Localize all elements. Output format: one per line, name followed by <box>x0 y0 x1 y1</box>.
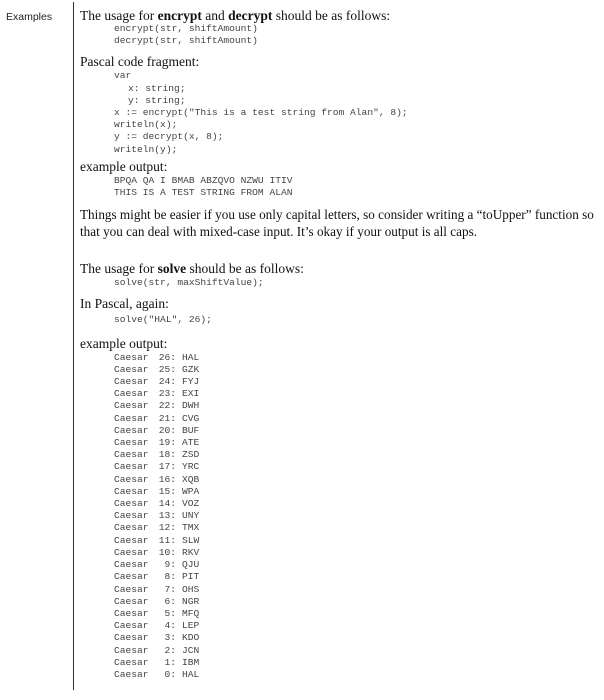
caesar-output: OHS <box>182 583 200 595</box>
caesar-shift: 10: <box>158 546 176 558</box>
caesar-shift: 21: <box>158 412 176 424</box>
caesar-label: Caesar <box>114 363 149 375</box>
caesar-shift: 0: <box>164 668 176 680</box>
caesar-output: UNY <box>182 510 200 522</box>
caesar-result-row <box>114 474 600 486</box>
intro-text: should be as follows: <box>272 8 391 23</box>
caesar-result-row <box>114 620 600 632</box>
code-line-decl-y: y: string; <box>128 94 186 106</box>
caesar-label: Caesar <box>114 473 149 485</box>
caesar-shift: 4: <box>164 620 176 632</box>
caesar-result-row <box>114 596 600 608</box>
caesar-result-row <box>114 413 600 425</box>
caesar-result-row <box>114 645 600 657</box>
caesar-result-row <box>114 632 600 644</box>
caesar-output: ATE <box>182 437 200 449</box>
solve-usage-intro <box>80 261 600 277</box>
caesar-shift: 12: <box>158 522 176 534</box>
caesar-result-row <box>114 522 600 534</box>
caesar-label: Caesar <box>114 656 149 668</box>
caesar-label: Caesar <box>114 400 149 412</box>
caesar-shift: 20: <box>158 424 176 436</box>
solve-call: solve("HAL", 26); <box>114 314 212 326</box>
caesar-label: Caesar <box>114 485 149 497</box>
caesar-output: LEP <box>182 620 200 632</box>
code-line-encrypt: x := encrypt("This is a test string from Alan", 8); <box>114 107 408 119</box>
intro-text: should be as follows: <box>186 261 304 277</box>
decrypt-keyword: decrypt <box>228 8 273 23</box>
caesar-output: NGR <box>182 595 200 607</box>
caesar-output: GZK <box>182 363 200 375</box>
code-line-writeln-x: writeln(x); <box>114 119 178 131</box>
caesar-shift: 6: <box>164 595 176 607</box>
caesar-label: Caesar <box>114 620 149 632</box>
caesar-label: Caesar <box>114 461 149 473</box>
caesar-result-row <box>114 376 600 388</box>
caesar-output: ZSD <box>182 449 200 461</box>
caesar-label: Caesar <box>114 498 149 510</box>
caesar-label: Caesar <box>114 607 149 619</box>
caesar-shift: 24: <box>158 376 176 388</box>
caesar-result-row <box>114 559 600 571</box>
caesar-result-row <box>114 388 600 400</box>
output-line-decrypted: THIS IS A TEST STRING FROM ALAN <box>114 187 293 199</box>
caesar-result-row <box>114 608 600 620</box>
caesar-shift: 7: <box>164 583 176 595</box>
caesar-shift: 13: <box>158 510 176 522</box>
caesar-label: Caesar <box>114 412 149 424</box>
caesar-label: Caesar <box>114 583 149 595</box>
caesar-output: VOZ <box>182 498 200 510</box>
caesar-result-row <box>114 461 600 473</box>
caesar-label: Caesar <box>114 522 149 534</box>
caesar-shift: 11: <box>158 534 176 546</box>
caesar-output: RKV <box>182 546 200 558</box>
caesar-shift: 2: <box>164 644 176 656</box>
solve-output-heading: example output: <box>80 335 168 351</box>
pascal-fragment-heading: Pascal code fragment: <box>80 54 200 70</box>
caesar-shift: 16: <box>158 473 176 485</box>
caesar-output: KDO <box>182 632 200 644</box>
solve-keyword: solve <box>157 261 187 277</box>
caesar-shift: 9: <box>164 559 176 571</box>
intro-text: The usage for <box>80 261 158 277</box>
caesar-output: DWH <box>182 400 200 412</box>
caesar-label: Caesar <box>114 351 149 363</box>
caesar-result-row <box>114 425 600 437</box>
caesar-output: IBM <box>182 656 200 668</box>
caesar-label: Caesar <box>114 668 149 680</box>
caesar-label: Caesar <box>114 595 149 607</box>
caesar-output: YRC <box>182 461 200 473</box>
caesar-label: Caesar <box>114 571 149 583</box>
caesar-output: HAL <box>182 668 200 680</box>
caesar-label: Caesar <box>114 534 149 546</box>
caesar-shift: 15: <box>158 485 176 497</box>
caesar-label: Caesar <box>114 546 149 558</box>
caesar-result-row <box>114 437 600 449</box>
caesar-output: MFQ <box>182 607 200 619</box>
caesar-label: Caesar <box>114 632 149 644</box>
caesar-output: BUF <box>182 424 200 436</box>
caesar-result-row <box>114 486 600 498</box>
caesar-shift: 3: <box>164 632 176 644</box>
caesar-label: Caesar <box>114 388 149 400</box>
caesar-shift: 5: <box>164 607 176 619</box>
caesar-output: XQB <box>182 473 200 485</box>
encrypt-usage-intro <box>80 8 600 23</box>
caesar-result-row <box>114 571 600 583</box>
caesar-output: HAL <box>182 351 200 363</box>
caesar-label: Caesar <box>114 559 149 571</box>
decrypt-signature: decrypt(str, shiftAmount) <box>114 35 258 47</box>
caesar-output: CVG <box>182 412 200 424</box>
code-line-decrypt: y := decrypt(x, 8); <box>114 131 224 143</box>
caesar-output: PIT <box>182 571 200 583</box>
vertical-divider <box>73 2 74 690</box>
caesar-shift: 8: <box>164 571 176 583</box>
caesar-result-row <box>114 547 600 559</box>
caesar-result-row <box>114 669 600 681</box>
caesar-shift: 26: <box>158 351 176 363</box>
encrypt-keyword: encrypt <box>157 8 202 23</box>
caesar-label: Caesar <box>114 510 149 522</box>
pascal-again-heading: In Pascal, again: <box>80 296 169 312</box>
caesar-output: TMX <box>182 522 200 534</box>
caesar-shift: 18: <box>158 449 176 461</box>
caesar-result-row <box>114 535 600 547</box>
caesar-result-row <box>114 498 600 510</box>
caesar-result-row <box>114 449 600 461</box>
caesar-result-row <box>114 584 600 596</box>
caesar-results-list <box>80 352 600 681</box>
code-line-decl-x: x: string; <box>128 82 186 94</box>
encrypt-signature: encrypt(str, shiftAmount) <box>114 23 258 34</box>
caesar-output: SLW <box>182 534 200 546</box>
caesar-label: Caesar <box>114 644 149 656</box>
caesar-output: QJU <box>182 559 200 571</box>
output-line-encrypted: BPQA QA I BMAB ABZQVO NZWU ITIV <box>114 174 293 186</box>
caesar-output: EXI <box>182 388 200 400</box>
caesar-output: FYJ <box>182 376 200 388</box>
caesar-label: Caesar <box>114 376 149 388</box>
example-output-heading: example output: <box>80 158 168 174</box>
caesar-shift: 22: <box>158 400 176 412</box>
caesar-shift: 19: <box>158 437 176 449</box>
caesar-label: Caesar <box>114 437 149 449</box>
solve-signature: solve(str, maxShiftValue); <box>114 277 264 289</box>
caesar-result-row <box>114 364 600 376</box>
caesar-result-row <box>114 657 600 669</box>
caesar-output: WPA <box>182 485 200 497</box>
code-line-writeln-y: writeln(y); <box>114 143 178 155</box>
toupper-note: Things might be easier if you use only capital letters, so consider writing a “toUpper” function so that you can deal with mixed-case input. It’s okay if your output is all caps. <box>80 207 594 239</box>
caesar-shift: 1: <box>164 656 176 668</box>
caesar-shift: 17: <box>158 461 176 473</box>
caesar-result-row <box>114 510 600 522</box>
code-line-var: var <box>114 70 132 82</box>
caesar-result-row <box>114 400 600 412</box>
caesar-shift: 14: <box>158 498 176 510</box>
caesar-label: Caesar <box>114 449 149 461</box>
caesar-label: Caesar <box>114 424 149 436</box>
caesar-shift: 23: <box>158 388 176 400</box>
caesar-result-row <box>114 352 600 364</box>
caesar-shift: 25: <box>158 363 176 375</box>
intro-text: The usage for <box>80 8 158 23</box>
examples-label: Examples <box>6 11 53 23</box>
intro-text: and <box>201 8 229 23</box>
caesar-output: JCN <box>182 644 200 656</box>
examples-content <box>80 8 600 681</box>
